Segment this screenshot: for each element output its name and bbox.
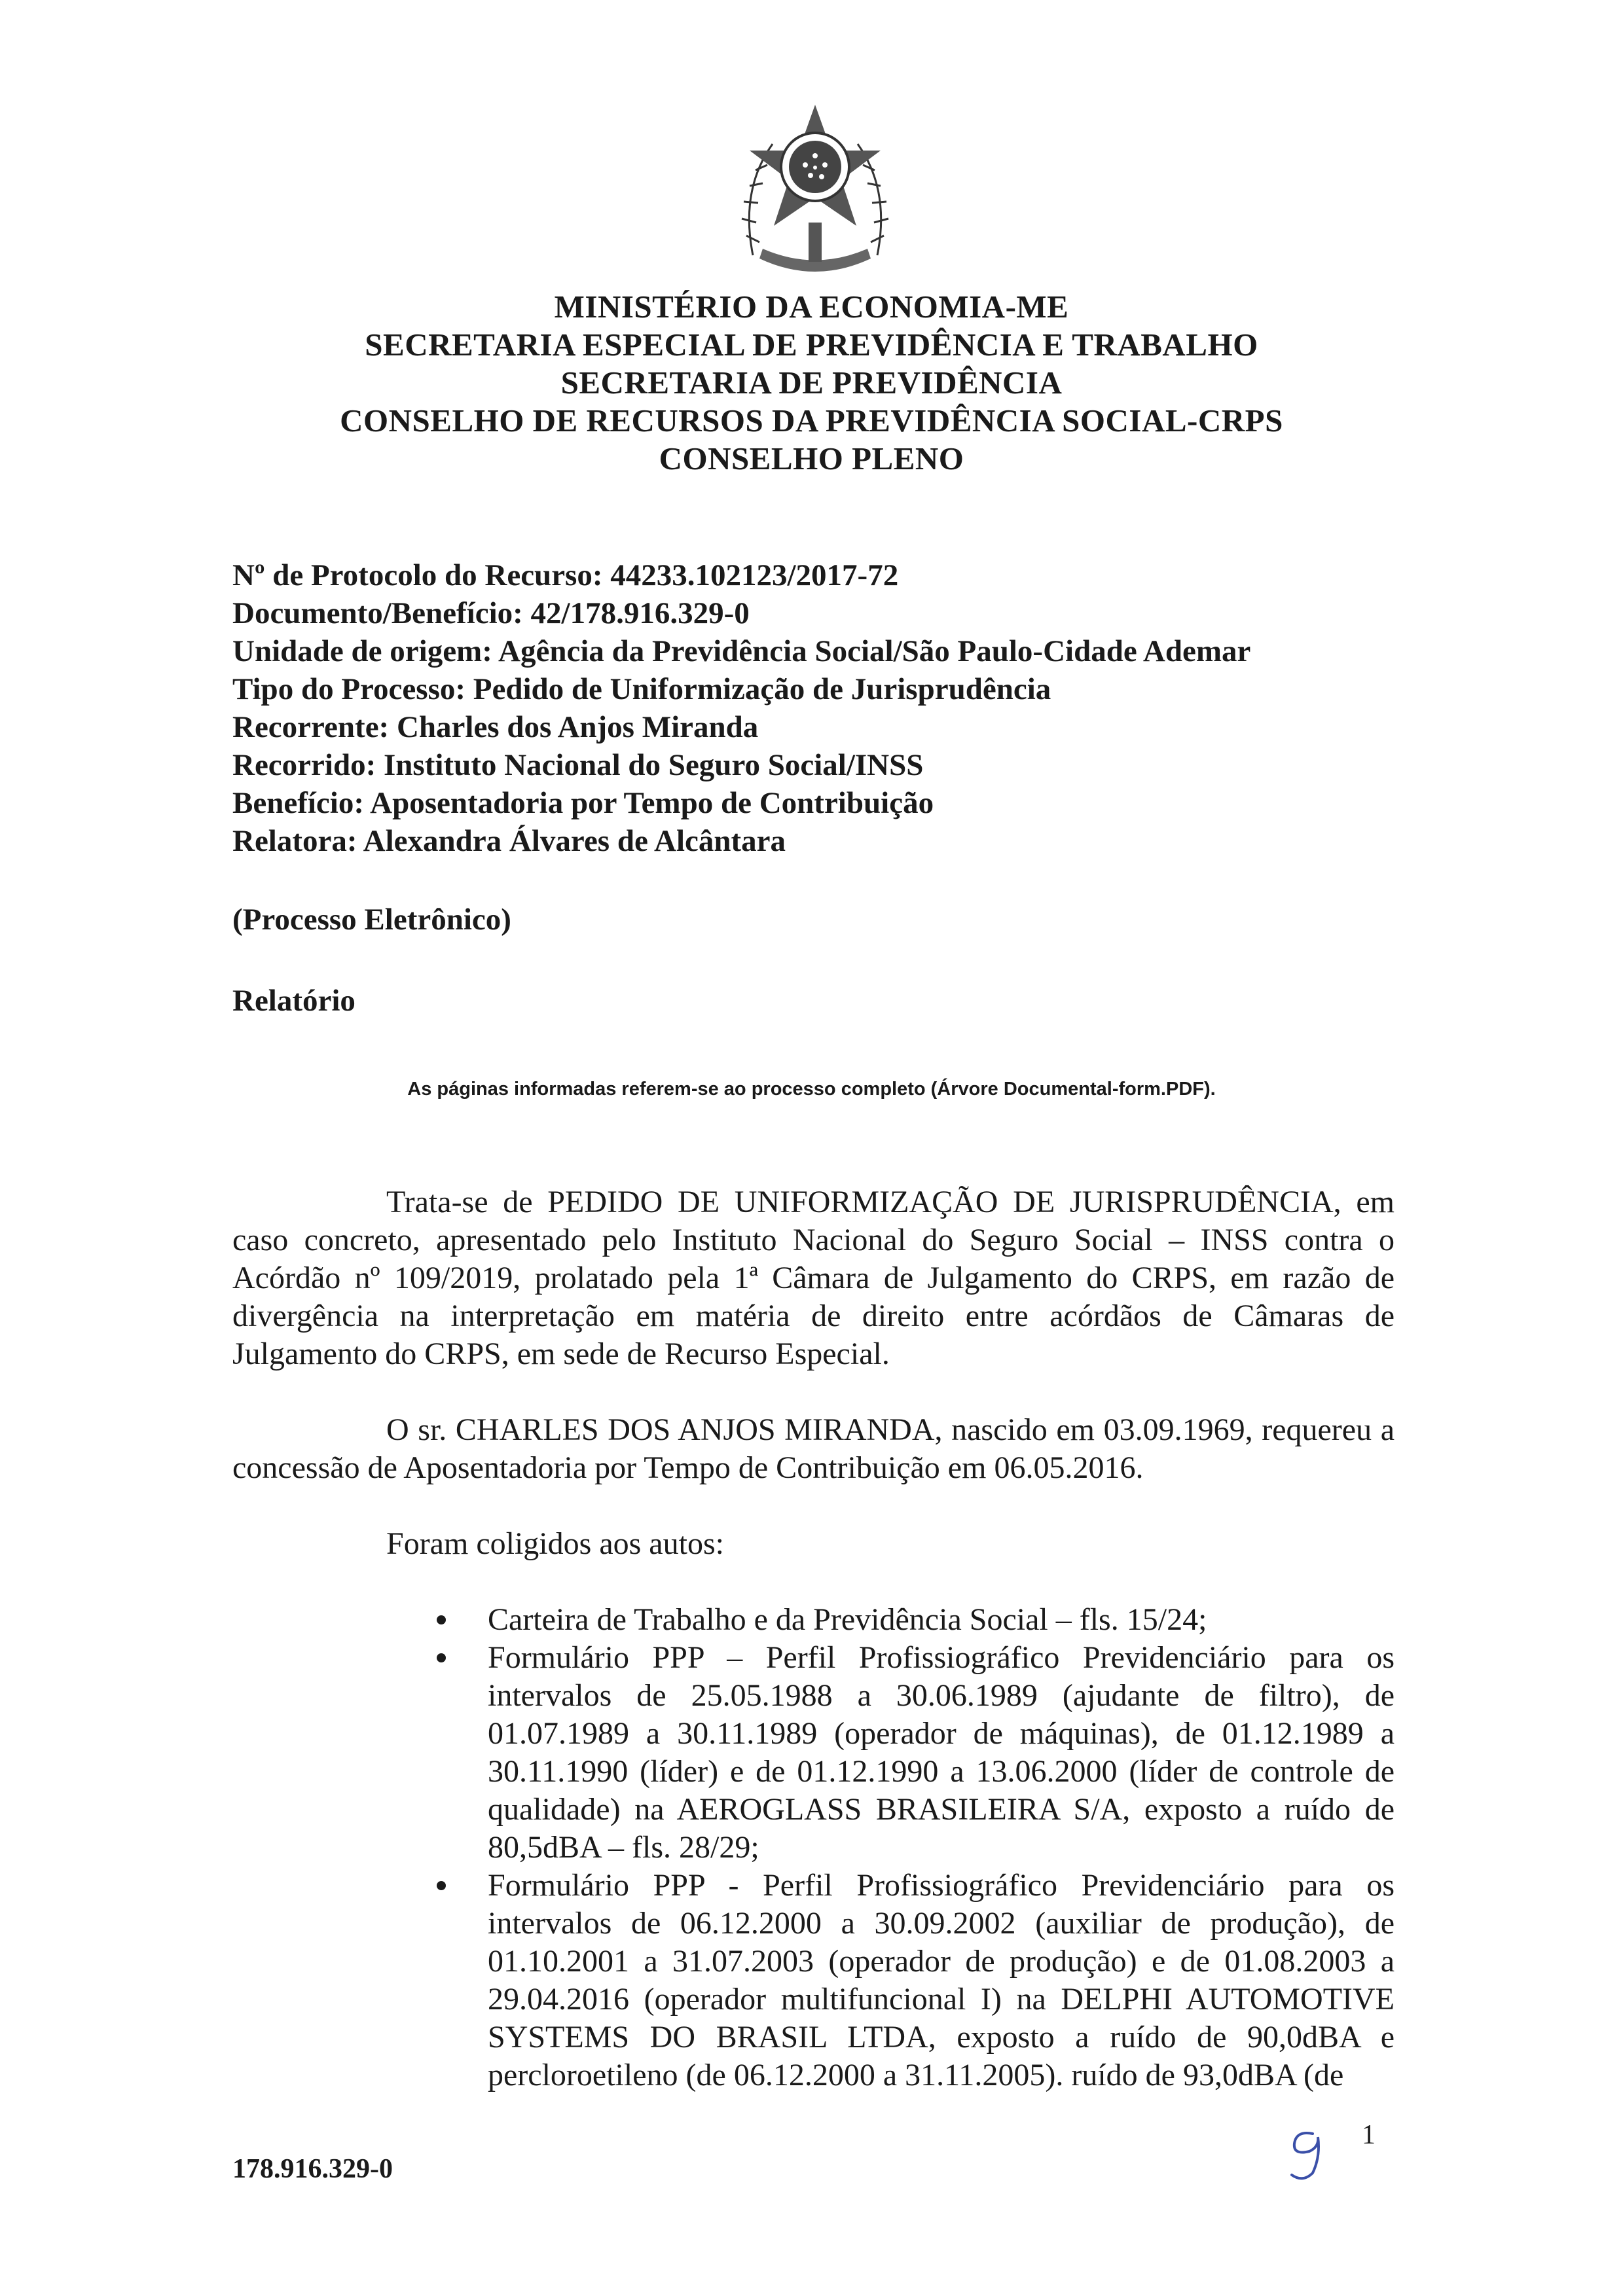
paragraph-2: O sr. CHARLES DOS ANJOS MIRANDA, nascido em 03.09.1969, requereu a concessão de Aposentadoria por Tempo de Contribuição em 06.05.2016. <box>232 1412 1395 1485</box>
list-item <box>232 1601 1395 1639</box>
bullet-icon <box>437 1881 446 1890</box>
document-header <box>0 288 1623 478</box>
header-ministry: MINISTÉRIO DA ECONOMIA-ME <box>554 289 1069 325</box>
list-item-text: Formulário PPP – Perfil Profissiográfico Previdenciário para os intervalos de 25.05.1988 a 30.06.1989 (ajudante de filtro), de 01.07.1989 a 30.11.1989 (operador de máquinas), de 01.12.1989 a 30.11.1990 (líder) e de 01.12.1990 a 13.06.2000 (líder de controle de qualidade) na AEROGLASS BRASILEIRA S/A, exposto a ruído de 80,5dBA – fls. 28/29; <box>488 1640 1395 1865</box>
benefit-type: Benefício: Aposentadoria por Tempo de Contribuição <box>232 786 934 820</box>
handwritten-initial-icon <box>1273 2117 1345 2189</box>
origin-unit: Unidade de origem: Agência da Previdência Social/São Paulo-Cidade Ademar <box>232 634 1251 668</box>
report-body <box>232 1183 1395 2094</box>
case-details <box>232 556 1476 860</box>
coat-of-arms-icon <box>727 92 903 288</box>
bullet-icon <box>437 1653 446 1662</box>
appellee: Recorrido: Instituto Nacional do Seguro Social/INSS <box>232 748 924 782</box>
header-council: CONSELHO DE RECURSOS DA PREVIDÊNCIA SOCIAL-CRPS <box>340 403 1283 439</box>
list-item-text: Formulário PPP - Perfil Profissiográfico Previdenciário para os intervalos de 06.12.2000 a 30.09.2002 (auxiliar de produção), de 01.10.2001 a 31.07.2003 (operador de produção) e de 01.08.2003 a 29.04.2016 (operador multifuncional I) na DELPHI AUTOMOTIVE SYSTEMS DO BRASIL LTDA, exposto a ruído de 90,0dBA e percloroetileno (de 06.12.2000 a 31.11.2005). ruído de 93,0dBA (de <box>488 1868 1395 2092</box>
header-secretariat: SECRETARIA DE PREVIDÊNCIA <box>560 365 1063 401</box>
paragraph-3: Foram coligidos aos autos: <box>386 1526 724 1561</box>
documents-list <box>232 1601 1395 2094</box>
electronic-process-label: (Processo Eletrônico) <box>232 903 511 937</box>
rapporteur: Relatora: Alexandra Álvares de Alcântara <box>232 824 786 858</box>
page-number: 1 <box>1362 2120 1376 2150</box>
appellant: Recorrente: Charles dos Anjos Miranda <box>232 710 759 744</box>
paragraph-1: Trata-se de PEDIDO DE UNIFORMIZAÇÃO DE JURISPRUDÊNCIA, em caso concreto, apresentado pelo Instituto Nacional do Seguro Social – INSS contra o Acórdão nº 109/2019, prolatado pela 1ª Câmara de Julgamento do CRPS, em razão de divergência na interpretação em matéria de direito entre acórdãos de Câmaras de Julgamento do CRPS, em sede de Recurso Especial. <box>232 1185 1395 1371</box>
protocol-number: Nº de Protocolo do Recurso: 44233.102123/2017-72 <box>232 558 899 592</box>
process-type: Tipo do Processo: Pedido de Uniformização de Jurisprudência <box>232 672 1051 706</box>
list-item <box>232 1639 1395 1867</box>
header-special-secretariat: SECRETARIA ESPECIAL DE PREVIDÊNCIA E TRABALHO <box>365 327 1258 363</box>
list-item <box>232 1867 1395 2094</box>
pages-note: As páginas informadas referem-se ao processo completo (Árvore Documental-form.PDF). <box>407 1079 1216 1100</box>
header-plenary: CONSELHO PLENO <box>659 440 964 476</box>
bullet-icon <box>437 1615 446 1624</box>
footer-document-number: 178.916.329-0 <box>232 2154 393 2184</box>
document-benefit: Documento/Benefício: 42/178.916.329-0 <box>232 596 750 630</box>
section-title: Relatório <box>232 984 356 1018</box>
list-item-text: Carteira de Trabalho e da Previdência Social – fls. 15/24; <box>488 1602 1207 1637</box>
